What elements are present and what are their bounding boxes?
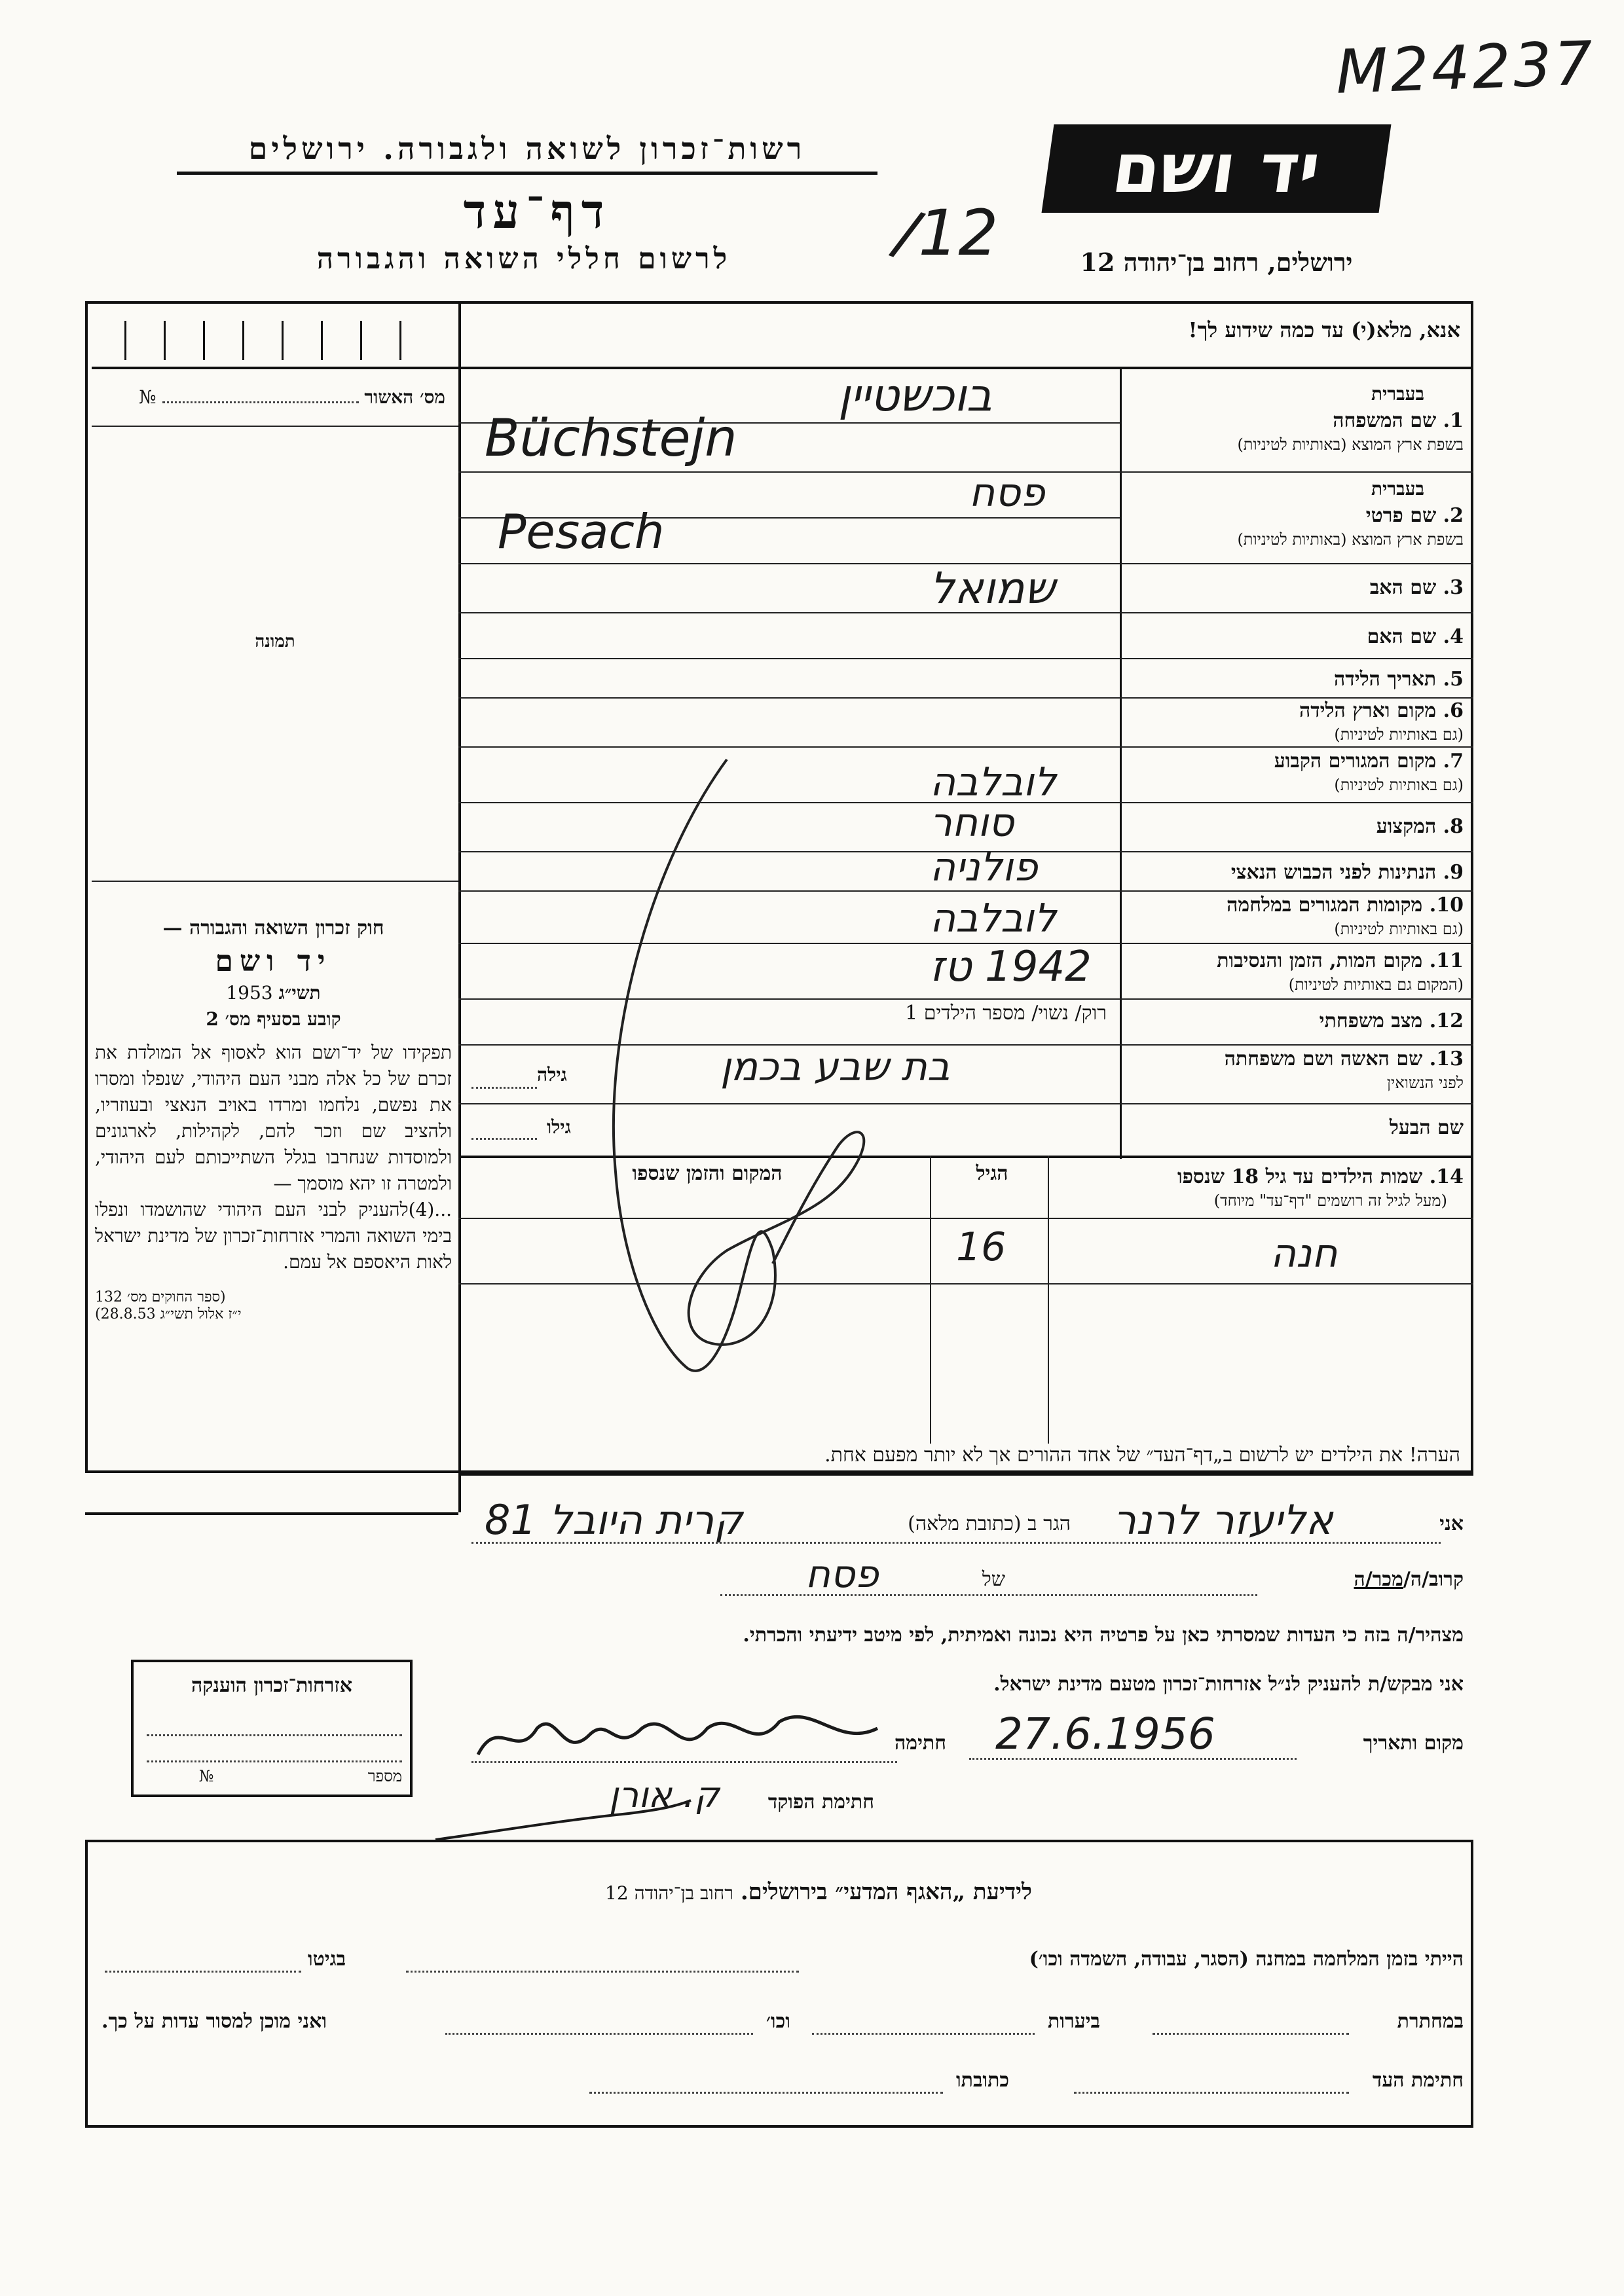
law-text: תפקידו של יד־ושם הוא לאסוף אל המולדת את זכרם של כל אלה מבני העם היהודי, שנפלו ומסרו את נפשם, נלחמו ומרדו באויב הנאצי ובעוזריו, ולהציב שם וזכר להם, לקהילות, לארגונים ולמוסדות שנחרבו בגלל השתייכותם לעם היהודי, ולמטרה זו יהא מוסמך — [95,1042,452,1194]
field-7-number: 7. [1443,750,1464,773]
law-panel [95,917,452,1322]
field-13-age-dots [471,1087,537,1089]
field-12-label: מצב משפחתי [1319,1010,1423,1032]
field-6-label: מקום וארץ הלידה [1299,699,1437,722]
husband-label: שם הבעל [1389,1116,1464,1139]
officer-signature-label: חתימת הפוקד [767,1791,874,1813]
law-year: 1953 [226,982,273,1004]
children-age-header: הגיל [976,1162,1008,1185]
declaration-signature-label: חתימה [895,1732,946,1755]
field-6-divider [458,746,1473,748]
field-7-label: מקום המגורים הקבוע [1274,750,1437,773]
bottom-witness-signature-label: חתימת העד [1372,2069,1464,2092]
declaration-date-line [969,1758,1297,1760]
field-3-label: שם האב [1369,576,1437,599]
field-2-sublabel: בשפת ארץ המוצא (באותיות לטיניות) [1237,530,1464,549]
intro-divider [458,367,1473,369]
declaration-request: אני מבקש/ת להעניק לנ״ל אזרחות־זכרון מטעם מדינת ישראל. [993,1673,1464,1696]
declaration-statement: מצהיר/ה בזה כי העדות שמסרתי כאן על פרטיה היא נכונה ואמיתית, לפי מיטב ידיעתי והכרתי. [743,1624,1464,1647]
law-year-hebrew: תשי״ג [278,982,321,1004]
declaration-address-value: קרית היובל 81 [485,1496,743,1544]
bottom-camp-dots [406,1971,799,1973]
declaration-line-1 [471,1542,1441,1544]
photo-divider [92,881,458,882]
handwritten-ref: /12 [885,194,999,272]
citizenship-line-2 [147,1760,402,1762]
field-5-number: 5. [1443,668,1464,691]
field-8-number: 8. [1443,815,1464,838]
children-number: 14. [1429,1165,1464,1188]
law-date: י״ז אלול תשי״ג 28.8.53) [95,1306,242,1322]
field-9-number: 9. [1443,861,1464,884]
field-10-label: מקומות המגורים במלחמה [1227,894,1423,917]
field-2-latin-value: Pesach [498,504,665,559]
children-place-header: המקום והזמן שנספו [632,1162,783,1185]
field-13-label: שם האשה ושם משפחתה [1224,1048,1423,1070]
declaration-resident-label: הגר ב (כתובת מלאה) [908,1512,1071,1535]
bottom-forests-dots [812,2033,1035,2035]
bottom-address: רחוב בן־יהודה 12 [605,1882,733,1904]
form-title: דף־עד [463,183,611,239]
bottom-address-dots [589,2092,943,2094]
child-1-age: 16 [956,1224,1006,1270]
law-title: חוק זכרון השואה והגבורה — [162,917,384,939]
declaration-of-label: של [982,1568,1005,1591]
field-1-latin-value: Büchstejn [485,409,737,468]
field-1-sublabel: בשפת ארץ המוצא (באותיות לטיניות) [1237,435,1464,454]
authority-header: רשות־זכרון לשואה ולגבורה. ירושלים [177,131,877,175]
field-2-number: 2. [1443,504,1464,527]
law-clause: קובע בסעיף מס׳ 2 [206,1008,341,1030]
citizenship-no-sign: № [198,1767,214,1785]
declaration-of-value: פסח [805,1552,879,1596]
field-8-label: המקצוע [1376,815,1437,838]
field-7-value: לובלבה [930,759,1057,805]
children-col-divider-1 [930,1156,931,1444]
field-1-label: שם המשפחה [1333,409,1437,432]
field-4-number: 4. [1443,625,1464,648]
child-1-name: חנה [1270,1231,1338,1277]
note-divider [458,1473,1473,1476]
bottom-etc-dots [445,2033,753,2035]
logo-text: יד ושם [1107,128,1325,208]
children-col-divider-2 [1048,1156,1049,1444]
field-1-number: 1. [1443,409,1464,432]
field-10-number: 10. [1429,894,1464,917]
field-2-hebrew-value: פסח [969,470,1045,516]
bottom-title: לידיעת „האגף המדעי״ בירושלים. [740,1879,1032,1905]
bottom-ghetto-label: בגיטו [308,1948,346,1971]
archive-number: M24237 [1335,28,1596,107]
law-text-2: ...(4)להעניק לבני העם היהודי שהושמדו ונפלו בימי השואה והמרי אזרחות־זכרון של מדינת ישראל לאות היאספם אל עמם. [95,1199,452,1273]
field-10-value: לובלבה [930,896,1057,941]
declaration-place-date-label: מקום ותאריך [1363,1732,1464,1755]
field-11-value: 1942 טז [930,943,1092,991]
form-subtitle: לרשום חללי השואה והגבורה [316,242,731,276]
declaration-relation-label: קרוב/ה [1410,1568,1464,1591]
logo-address: ירושלים, רחוב בן־יהודה 12 [1080,247,1353,277]
declaration-line-2 [720,1594,1257,1596]
pencil-scrawl [576,753,904,1394]
husband-age-label: גילו [547,1116,571,1138]
field-13-value: בת שבע בכמן [720,1044,950,1090]
field-1-hebrew-tag: בעברית [1371,383,1424,405]
officer-signature-stroke [432,1794,694,1846]
field-2-hebrew-tag: בעברית [1371,478,1424,500]
bottom-forests-label: ביערות [1048,2010,1101,2033]
declaration-i-value: אליעזר לרנר [1113,1496,1333,1544]
yad-vashem-logo [1042,124,1392,213]
field-13-age-label: גילה [537,1064,567,1085]
law-reference: (ספר החוקים מס׳ 132 [95,1289,226,1305]
declaration-relation-value: מכר/ה [1354,1568,1403,1591]
left-column-divider [458,301,461,1512]
approval-divider [92,426,458,427]
handwritten-ref-number: 12 [918,196,999,270]
citizenship-line-1 [147,1734,402,1736]
field-6-number: 6. [1443,699,1464,722]
bottom-etc-label: וכו׳ [766,2010,790,2033]
bottom-ready-label: ואני מוכן למסור עדות על כך. [101,2010,327,2033]
declaration-i-label: אני [1439,1512,1464,1535]
field-2-label: שם פרטי [1365,504,1437,527]
bottom-title-row [458,1879,1179,1905]
approval-number-label: מס׳ האשור [364,386,445,408]
field-1-divider [458,471,1473,473]
children-header-sub: (מעל לגיל זה רושמים "דף־עד" מיוחד) [1213,1192,1447,1210]
field-10-sublabel: (גם באותיות לטיניות) [1334,920,1464,938]
bottom-address-label: כתובתו [956,2069,1010,2092]
field-6-sublabel: (גם באותיות לטיניות) [1334,725,1464,744]
field-3-divider [458,612,1473,613]
bottom-ghetto-dots [105,1971,301,1973]
field-11-sublabel: (המקום גם באותיות לטיניות) [1288,975,1464,994]
field-12-number: 12. [1429,1010,1464,1032]
approval-no-sign: № [139,386,157,408]
label-column-divider [1120,367,1122,1159]
law-name: יד ושם [215,945,332,978]
field-9-label: הנתינות לפני הכבוש הנאצי [1230,861,1437,884]
field-3-value: שמואל [930,563,1056,613]
field-7-sublabel: (גם באותיות לטיניות) [1334,776,1464,794]
bottom-camp-line: הייתי בזמן המלחמה במחנה (הסגר, עבודה, השמדה וכו׳) [1029,1948,1464,1971]
children-header: שמות הילדים עד גיל 18 שנספו [1177,1165,1423,1188]
field-5-divider [458,697,1473,699]
field-11-label: מקום המות, הזמן והנסיבות [1217,949,1423,972]
field-4-label: שם האם [1367,625,1437,648]
field-1-hebrew-value: בוכשטיין [838,370,993,422]
note-text: הערה! את הילדים יש לרשום ב„דף־העד״ של אחד ההורים אך לא יותר מפעם אחת. [824,1444,1460,1467]
field-12-value: רוק/ נשוי/ מספר הילדים 1 [905,1002,1107,1025]
field-13-number: 13. [1429,1048,1464,1070]
field-9-value: פולניה [930,845,1038,890]
field-4-divider [458,658,1473,659]
citizenship-box [131,1660,413,1797]
field-8-value: סוחר [930,800,1014,846]
bottom-underground-dots [1153,2033,1349,2035]
photo-placeholder: תמונה [255,632,295,651]
bottom-witness-dots [1074,2092,1349,2094]
field-3-number: 3. [1443,576,1464,599]
declaration-signature-line [471,1761,897,1763]
declaration-place-date-value: 27.6.1956 [995,1709,1215,1759]
field-13-sublabel: לפני הנשואין [1386,1074,1464,1092]
citizenship-number-label: מספר [367,1767,402,1785]
citizenship-title: אזרחות־זכרון הוענקה [191,1674,353,1697]
bottom-underground-label: במחתרת [1397,2010,1464,2033]
husband-age-dots [471,1138,537,1140]
approval-number-row [105,386,445,409]
field-11-number: 11. [1429,949,1464,972]
field-5-label: תאריך הלידה [1334,668,1437,691]
declarant-signature [471,1702,930,1768]
left-panel-bottom [85,1512,458,1515]
officer-signature-value: ק. אורן [609,1774,720,1815]
intro-text: אנא, מלא(י) עד כמה שידוע לך! [1188,318,1460,342]
stamp-ticks [92,314,458,369]
